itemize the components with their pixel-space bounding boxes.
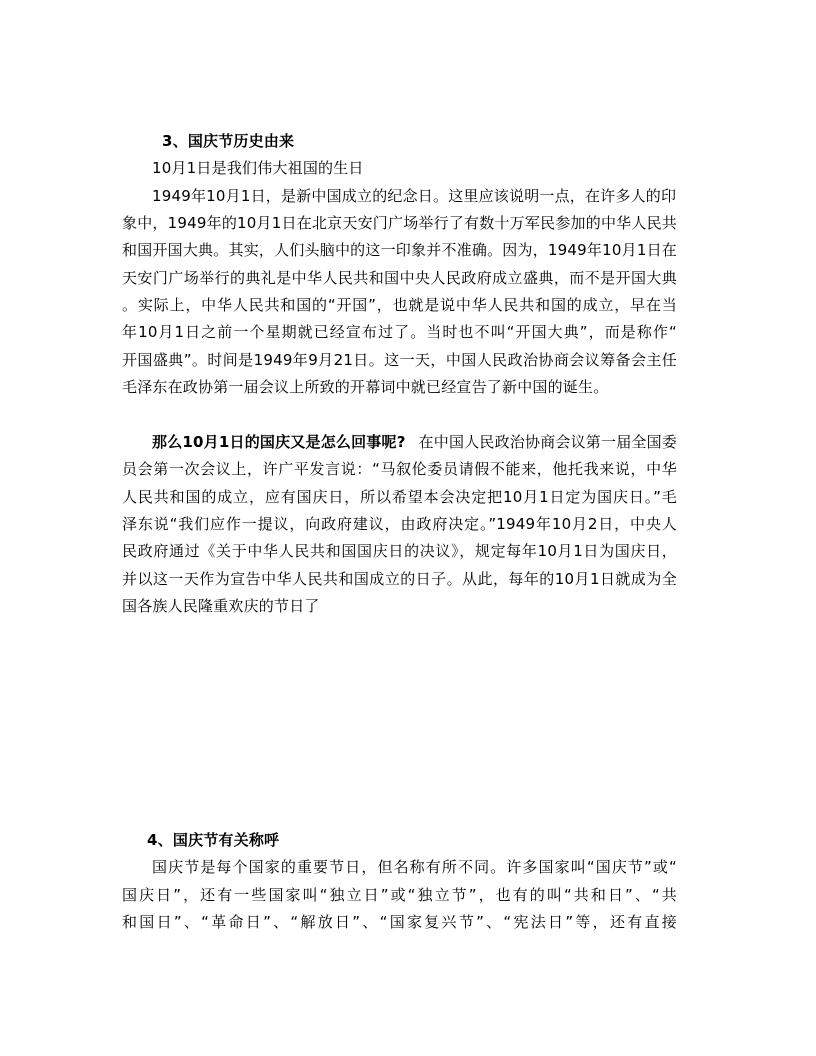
paragraph-line: 1949年10月1日，是新中国成立的纪念日。这里应该说明一点，在许多人的印 (152, 187, 677, 205)
paragraph-line: 员会第一次会议上，许广平发言说：“马叙伦委员请假不能来，他托我来说，中华 (122, 460, 677, 478)
paragraph-line: 毛泽东在政协第一届会议上所致的开幕词中就已经宣告了新中国的诞生。 (122, 378, 609, 396)
paragraph-line: 象中，1949年的10月1日在北京天安门广场举行了有数十万军民参加的中华人民共 (122, 214, 677, 232)
paragraph-line: 国各族人民隆重欢庆的节日了 (122, 597, 320, 615)
paragraph-line: 开国盛典”。时间是1949年9月21日。这一天，中国人民政治协商会议筹备会主任 (122, 351, 677, 369)
paragraph-line: 民政府通过《关于中华人民共和国国庆日的决议》，规定每年10月1日为国庆日， (122, 542, 677, 560)
paragraph-line: 国庆日”，还有一些国家叫“独立日”或“独立节”，也有的叫“共和日”、“共 (122, 886, 677, 904)
paragraph-line: 年10月1日之前一个星期就已经宣布过了。当时也不叫“开国大典”，而是称作“ (122, 323, 677, 341)
paragraph-first-line (152, 432, 677, 452)
paragraph-line: 国庆节是每个国家的重要节日，但名称有所不同。许多国家叫“国庆节”或“ (152, 858, 677, 876)
section-3-heading: 3、国庆节历史由来 (162, 132, 295, 150)
paragraph-line: 并以这一天作为宣告中华人民共和国成立的日子。从此，每年的10月1日就成为全 (122, 570, 677, 588)
paragraph-line: 。实际上，中华人民共和国的“开国”，也就是说中华人民共和国的成立，早在当 (122, 296, 677, 314)
paragraph-line: 天安门广场举行的典礼是中华人民共和国中央人民政府成立盛典，而不是开国大典 (122, 269, 677, 287)
paragraph-bold-lead: 那么10月1日的国庆又是怎么回事呢? (152, 433, 406, 451)
section-4-heading: 4、国庆节有关称呼 (147, 831, 280, 849)
paragraph-line: 和国开国大典。其实，人们头脑中的这一印象并不准确。因为，1949年10月1日在 (122, 241, 677, 259)
paragraph-line: 和国日”、“革命日”、“解放日”、“国家复兴节”、“宪法日”等，还有直接 (122, 913, 677, 931)
paragraph-first-line-rest: 在中国人民政治协商会议第一届全国委 (418, 433, 677, 451)
paragraph-line: 泽东说“我们应作一提议，向政府建议，由政府决定。”1949年10月2日，中央人 (122, 515, 677, 533)
section-3-subtitle: 10月1日是我们伟大祖国的生日 (152, 159, 364, 177)
paragraph-line: 人民共和国的成立，应有国庆日，所以希望本会决定把10月1日定为国庆日。”毛 (122, 488, 677, 506)
